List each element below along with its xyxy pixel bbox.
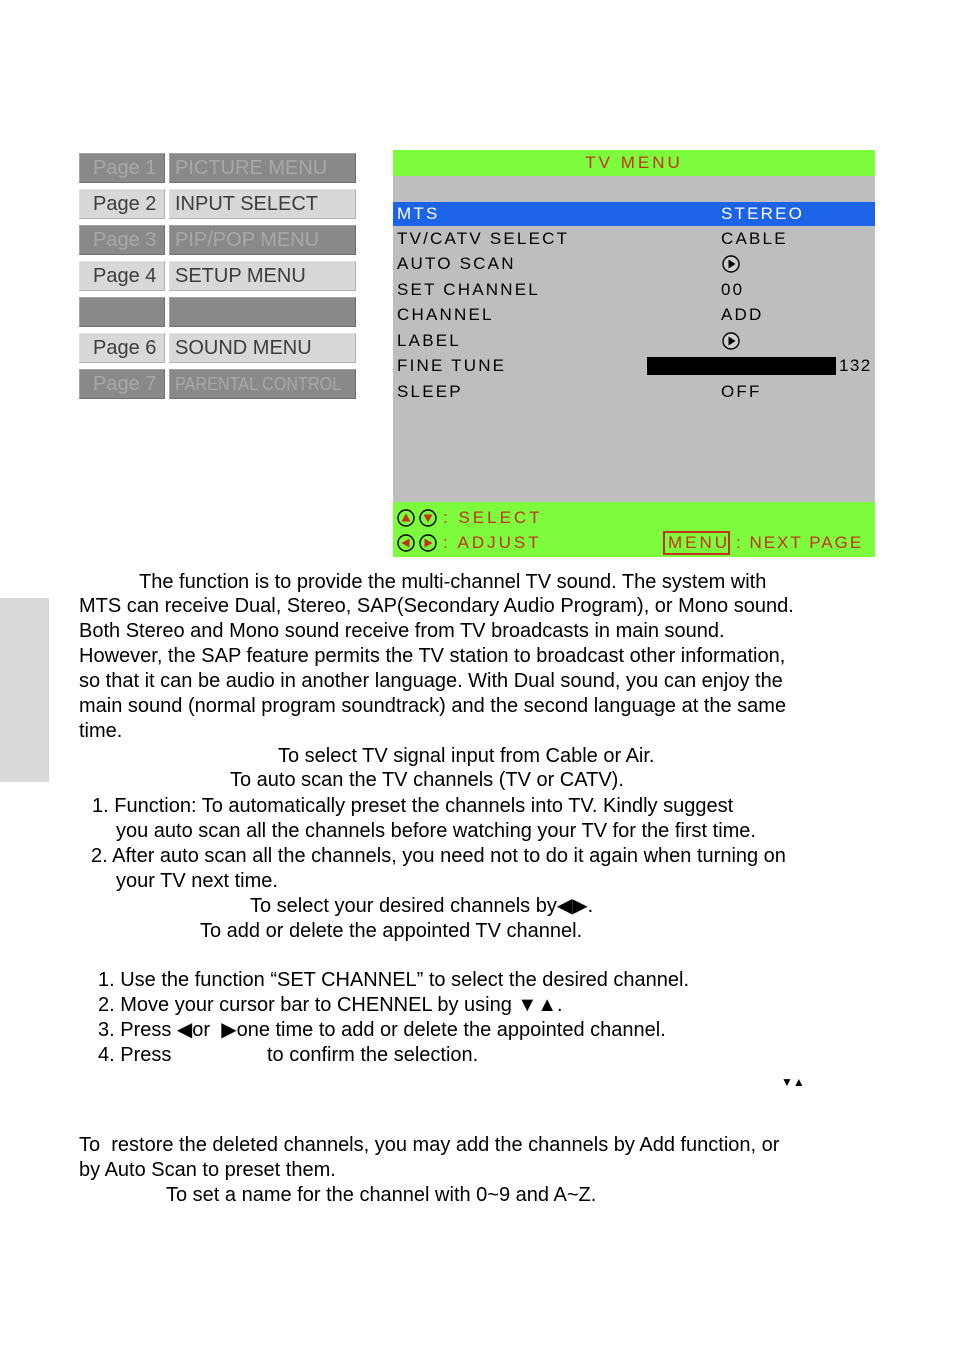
down-arrow-circle-icon <box>419 509 437 527</box>
menu-key-button[interactable]: MENU <box>663 531 730 555</box>
menu-item-value: CABLE <box>721 229 788 248</box>
tv-menu-panel <box>393 150 875 557</box>
fine-tune-slider[interactable] <box>647 357 836 375</box>
channel-description: To add or delete the appointed TV channel. <box>200 920 583 942</box>
tab-page-number: Page 6 <box>79 333 165 363</box>
tab-row-page-6[interactable] <box>79 333 356 363</box>
right-arrow-circle-icon <box>419 534 437 552</box>
menu-item-label: TV/CATV SELECT <box>397 229 570 248</box>
channel-step: 1. Use the function “SET CHANNEL” to select the desired channel. <box>98 969 690 991</box>
auto-scan-note-line: 2. After auto scan all the channels, you need not to do it again when turning on <box>91 845 786 867</box>
menu-item-value: OFF <box>721 381 762 401</box>
tab-menu-name <box>169 369 356 399</box>
menu-item-label: FINE TUNE <box>397 356 507 375</box>
menu-row-fine-tune[interactable] <box>393 354 875 378</box>
footer-select-hint <box>393 506 875 530</box>
tab-page-number: Page 3 <box>79 225 165 255</box>
tab-menu-name: PICTURE MENU <box>169 153 356 183</box>
fine-tune-fill <box>647 357 836 375</box>
tab-row-page-5[interactable] <box>79 297 356 327</box>
up-arrow-circle-icon <box>397 509 415 527</box>
mts-paragraph-line: Both Stereo and Mono sound receive from TV broadcasts in main sound. <box>79 620 725 642</box>
menu-item-label: MTS <box>397 204 440 223</box>
mts-paragraph-line: However, the SAP feature permits the TV station to broadcast other information, <box>79 645 786 667</box>
menu-item-label: LABEL <box>397 330 461 350</box>
menu-item-value: 00 <box>721 279 745 299</box>
tab-row-page-4[interactable] <box>79 261 356 291</box>
restore-note-line: by Auto Scan to preset them. <box>79 1159 336 1181</box>
menu-row-set-channel[interactable] <box>393 278 875 302</box>
auto-scan-note-line: 1. Function: To automatically preset the channels into TV. Kindly suggest <box>92 795 734 817</box>
menu-footer <box>393 502 875 557</box>
auto-scan-description: To auto scan the TV channels (TV or CATV). <box>230 769 624 791</box>
menu-row-auto-scan[interactable] <box>393 252 875 276</box>
side-section-marker <box>0 598 49 782</box>
tab-menu-name: SETUP MENU <box>169 261 356 291</box>
label-description: To set a name for the channel with 0~9 and A~Z. <box>166 1184 597 1206</box>
menu-title: TV MENU <box>393 150 875 176</box>
tab-menu-name: SOUND MENU <box>169 333 356 363</box>
menu-row-mts[interactable] <box>393 202 875 226</box>
footer-adjust-hint <box>393 531 875 555</box>
menu-row-tv-catv-select[interactable] <box>393 227 875 251</box>
left-arrow-circle-icon <box>397 534 415 552</box>
menu-row-sleep[interactable] <box>393 380 875 404</box>
tab-menu-name-text: PARENTAL CONTROL <box>175 374 342 394</box>
mts-paragraph-line: main sound (normal program soundtrack) and the second language at the same <box>79 695 787 717</box>
menu-item-label: SET CHANNEL <box>397 279 540 299</box>
channel-step: 3. Press ◀or ▶one time to add or delete the appointed channel. <box>98 1019 666 1041</box>
menu-item-value: STEREO <box>721 204 805 223</box>
channel-step-end: to confirm the selection. <box>267 1044 479 1066</box>
adjust-hint-text: : ADJUST <box>443 533 542 552</box>
tab-row-page-2[interactable] <box>79 189 356 219</box>
tab-menu-name: PIP/POP MENU <box>169 225 356 255</box>
menu-item-label: AUTO SCAN <box>397 254 516 273</box>
tab-row-page-7[interactable] <box>79 369 356 399</box>
menu-row-label[interactable] <box>393 329 875 353</box>
tab-row-page-1[interactable] <box>79 153 356 183</box>
tab-page-number: Page 4 <box>79 261 165 291</box>
tab-row-page-3[interactable] <box>79 225 356 255</box>
mts-paragraph-line: time. <box>79 720 123 742</box>
mts-paragraph-line: so that it can be audio in another language. With Dual sound, you can enjoy the <box>79 670 783 692</box>
restore-note-line: To restore the deleted channels, you may add the channels by Add function, or <box>79 1134 780 1156</box>
play-circle-icon[interactable] <box>722 332 740 350</box>
tab-menu-name: INPUT SELECT <box>169 189 356 219</box>
next-page-hint-text: : NEXT PAGE <box>736 533 864 552</box>
fine-tune-value: 132 <box>839 356 872 375</box>
menu-row-channel[interactable] <box>393 303 875 327</box>
tab-page-number: Page 7 <box>79 369 165 399</box>
menu-item-label: CHANNEL <box>397 305 494 324</box>
mts-paragraph-line: MTS can receive Dual, Stereo, SAP(Secondary Audio Program), or Mono sound. <box>79 595 794 617</box>
play-circle-icon[interactable] <box>722 255 740 273</box>
tab-page-number <box>79 297 165 327</box>
menu-item-label: SLEEP <box>397 381 463 401</box>
menu-item-value: ADD <box>721 305 764 324</box>
set-channel-description: To select your desired channels by◀▶. <box>250 895 594 917</box>
tab-page-number: Page 2 <box>79 189 165 219</box>
tab-page-number: Page 1 <box>79 153 165 183</box>
auto-scan-note-line: your TV next time. <box>116 870 278 892</box>
tv-catv-select-description: To select TV signal input from Cable or Air. <box>278 745 655 767</box>
mts-paragraph-line: The function is to provide the multi-channel TV sound. The system with <box>139 571 767 593</box>
channel-step: 4. Press <box>98 1044 172 1066</box>
select-hint-text: : SELECT <box>443 508 543 527</box>
down-up-arrows-glyph: ▼▲ <box>781 1075 805 1089</box>
tab-menu-name <box>169 297 356 327</box>
channel-step: 2. Move your cursor bar to CHENNEL by using ▼▲. <box>98 994 563 1016</box>
auto-scan-note-line: you auto scan all the channels before watching your TV for the first time. <box>116 820 756 842</box>
